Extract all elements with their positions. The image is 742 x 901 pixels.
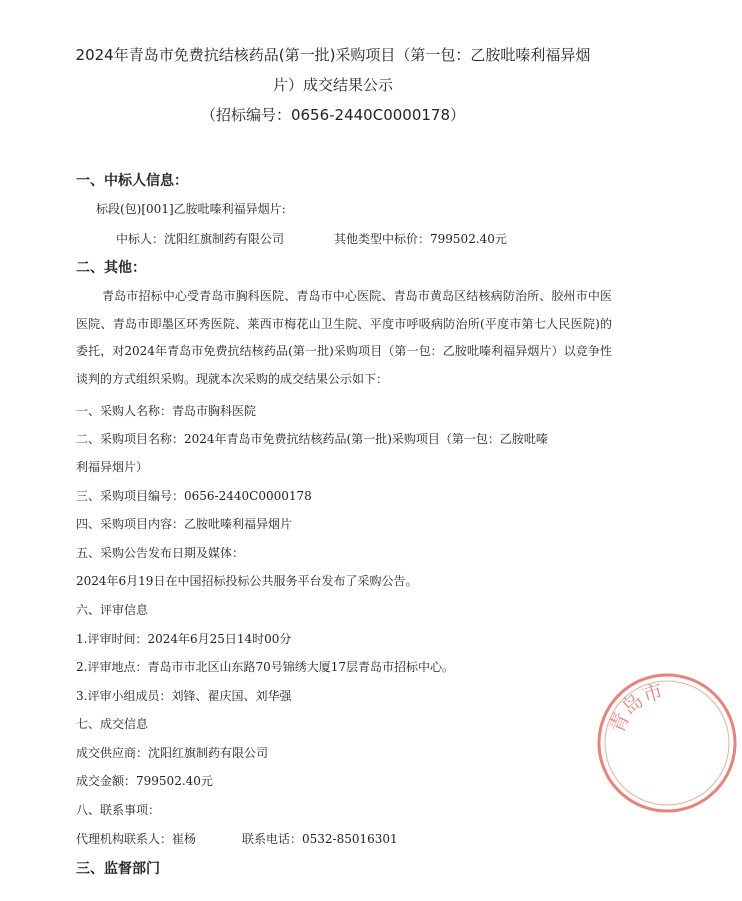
review-time-row: [76, 630, 291, 647]
purchaser-label: 一、采购人名称：: [76, 404, 173, 418]
amount-row: [76, 772, 213, 789]
review-heading: 六、评审信息: [76, 603, 149, 617]
section-heading-supervision: 三、监督部门: [76, 861, 160, 877]
announcement-text: 2024年6月19日在中国招标投标公共服务平台发布了采购公告。: [76, 574, 418, 588]
review-place-row: [76, 658, 454, 675]
amount-value: 799502.40元: [136, 774, 213, 788]
phone-label: 联系电话：: [242, 832, 303, 846]
project-name-continuation: 利福异烟片）: [76, 460, 149, 474]
purchaser-row: [76, 402, 256, 419]
seal-text-path: 青岛市: [604, 678, 666, 737]
official-seal-stamp: [592, 668, 742, 818]
price-label: 其他类型中标价：: [334, 232, 431, 246]
supplier-value: 沈阳红旗制药有限公司: [148, 746, 269, 760]
review-panel-row: [76, 687, 291, 704]
phone-row: [242, 830, 398, 847]
project-number-row: [76, 487, 312, 504]
review-panel-value: 刘锋、翟庆国、刘华强: [171, 689, 292, 703]
agent-contact-row: [76, 830, 196, 847]
agent-contact-value: 崔杨: [172, 832, 197, 846]
agent-contact-label: 代理机构联系人：: [76, 832, 173, 846]
lot-label: 标段(包)[001]乙胺吡嗪利福异烟片:: [96, 202, 286, 216]
announcement-heading: 五、采购公告发布日期及媒体：: [76, 546, 245, 560]
project-name-label: 二、采购项目名称：: [76, 432, 185, 446]
seal-outer-ring: [599, 675, 735, 811]
price-row: [334, 230, 507, 247]
winner-label: 中标人：: [116, 232, 165, 246]
section-heading-winner-info: 一、中标人信息：: [76, 173, 188, 189]
supplier-label: 成交供应商：: [76, 746, 149, 760]
review-panel-label: 3.评审小组成员：: [76, 689, 172, 703]
project-name-row: [76, 430, 548, 447]
document-title-line-2: 片）成交结果公示: [272, 76, 393, 94]
contact-heading: 八、联系事项：: [76, 803, 161, 817]
project-number-value: 0656-2440C0000178: [184, 489, 312, 503]
deal-heading: 七、成交信息: [76, 717, 149, 731]
review-time-label: 1.评审时间：: [76, 632, 148, 646]
intro-paragraph: 青岛市招标中心受青岛市胸科医院、青岛市中心医院、青岛市黄岛区结核病防治所、胶州市中医医院、青岛市即墨区环秀医院、莱西市梅花山卫生院、平度市呼吸病防治所(平度市第七人民医院)的委托，对2024年青岛市免费抗结核药品(第一批)采购项目（第一包：乙胺吡嗪利福异烟片）以竞争性谈判的方式组织采购。现就本次采购的成交结果公示如下：: [76, 289, 612, 386]
project-number-label: 三、采购项目编号：: [76, 489, 185, 503]
winner-row: [116, 230, 284, 247]
document-title-line-1: 2024年青岛市免费抗结核药品(第一批)采购项目（第一包：乙胺吡嗪利福异烟: [75, 46, 591, 64]
section-heading-other: 二、其他：: [76, 260, 146, 276]
review-place-label: 2.评审地点：: [76, 660, 148, 674]
project-name-value: 2024年青岛市免费抗结核药品(第一批)采购项目（第一包：乙胺吡嗪: [184, 432, 548, 446]
review-time-value: 2024年6月25日14时00分: [147, 632, 292, 646]
project-content-value: 乙胺吡嗪利福异烟片: [184, 517, 293, 531]
purchaser-value: 青岛市胸科医院: [172, 404, 257, 418]
price-value: 799502.40元: [430, 232, 507, 246]
winner-value: 沈阳红旗制药有限公司: [164, 232, 285, 246]
phone-value: 0532-85016301: [302, 832, 398, 846]
project-content-row: [76, 515, 292, 532]
project-content-label: 四、采购项目内容：: [76, 517, 185, 531]
document-title-line-3: （招标编号：0656-2440C0000178）: [200, 106, 466, 124]
supplier-row: [76, 744, 268, 761]
amount-label: 成交金额：: [76, 774, 137, 788]
review-place-value: 青岛市市北区山东路70号锦绣大厦17层青岛市招标中心。: [147, 660, 454, 674]
seal-text: [604, 679, 665, 737]
